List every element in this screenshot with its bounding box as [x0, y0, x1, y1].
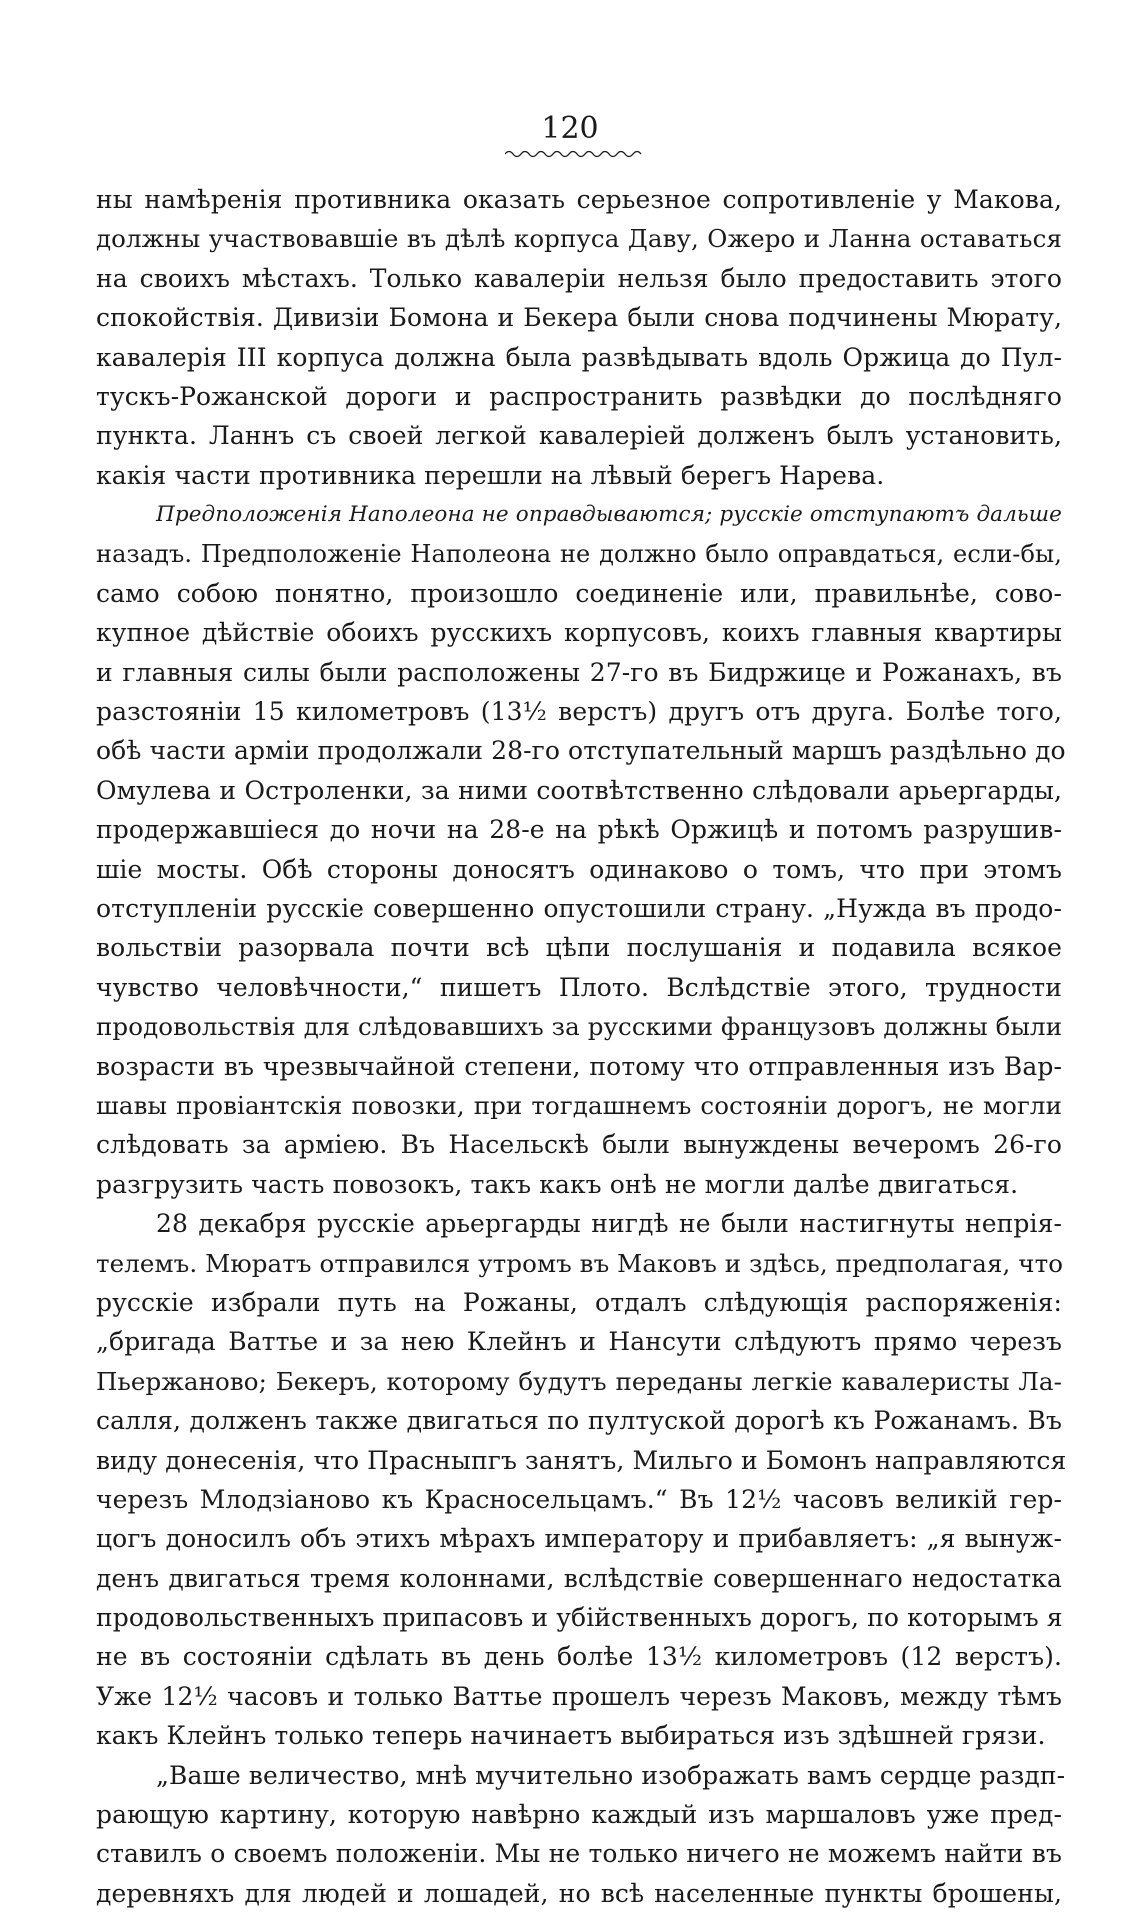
text-line: назадъ. Предположеніе Наполеона не должно было оправдаться, если-бы,: [96, 539, 1062, 568]
section-heading: Предположенія Наполеона не оправдываются; русскіе отступаютъ дальше: [156, 502, 1062, 528]
text-line: купное дѣйствіе обоихъ русскихъ корпусовъ, коихъ главныя квартиры: [96, 618, 1062, 648]
text-line: Пьержаново; Бекеръ, которому будутъ переданы легкіе кавалеристы Ла-: [96, 1366, 1062, 1396]
text-line: цогъ доносилъ объ этихъ мѣрахъ императору и прибавляетъ: „я вынуж-: [96, 1524, 1062, 1554]
text-line: шіе мосты. Обѣ стороны доносятъ одинаково о томъ, что при этомъ: [96, 854, 1062, 884]
text-line: отступленіи русскіе совершенно опустошили страну. „Нужда въ продо-: [96, 894, 1062, 924]
text-line: денъ двигаться тремя колоннами, вслѣдствіе совершеннаго недостатка: [96, 1563, 1062, 1593]
text-line: спокойствія. Дивизіи Бомона и Бекера были снова подчинены Мюрату,: [96, 303, 1062, 333]
text-line: обѣ части арміи продолжали 28-го отступательный маршъ раздѣльно до: [96, 736, 1066, 766]
text-line: телемъ. Мюратъ отправился утромъ въ Маковъ и здѣсь, предполагая, что: [96, 1248, 1064, 1278]
text-line: само собою понятно, произошло соединеніе или, правильнѣе, сово-: [96, 578, 1062, 608]
text-line: разстояніи 15 километровъ (13½ верстъ) другъ отъ друга. Болѣе того,: [96, 697, 1062, 727]
text-line: и главныя силы были расположены 27-го въ Бидржице и Рожанахъ, въ: [96, 657, 1062, 687]
text-line: шавы провіантскія повозки, при тогдашнемъ состояніи дорогъ, не могли: [96, 1090, 1062, 1120]
text-line: русскіе избрали путь на Рожаны, отдалъ слѣдующія распоряженія:: [96, 1287, 1062, 1317]
text-line: пункта. Ланнъ съ своей легкой кавалеріей долженъ былъ установить,: [96, 421, 1062, 451]
text-line: на своихъ мѣстахъ. Только кавалеріи нельзя было предоставить этого: [96, 263, 1062, 293]
decorative-rule: [505, 148, 645, 158]
text-line: какъ Клейнъ только теперь начинаетъ выбираться изъ здѣшней грязи.: [96, 1721, 1046, 1751]
text-line: черезъ Млодзіаново къ Красносельцамъ.“ Въ 12½ часовъ великій гер-: [96, 1484, 1062, 1514]
text-line: чувство человѣчности,“ пишетъ Плото. Вслѣдствіе этого, трудности: [96, 972, 1062, 1002]
text-line: должны участвовавшіе въ дѣлѣ корпуса Даву, Ожеро и Ланна оставаться: [96, 224, 1062, 254]
text-line: продовольствія для слѣдовавшихъ за русскими французовъ должны были: [96, 1012, 1063, 1042]
text-line: какія части противника перешли на лѣвый берегъ Нарева.: [96, 460, 885, 490]
text-line: возрасти въ чрезвычайной степени, потому что отправленныя изъ Вар-: [96, 1051, 1062, 1081]
text-line: 28 декабря русскіе арьергарды нигдѣ не были настигнуты непрія-: [156, 1209, 1062, 1239]
text-line: „Ваше величество, мнѣ мучительно изображать вамъ сердце раздп-: [156, 1760, 1066, 1790]
text-line: деревняхъ для людей и лошадей, но всѣ населенные пункты брошены,: [96, 1878, 1062, 1908]
text-line: Уже 12½ часовъ и только Ваттье прошелъ черезъ Маковъ, между тѣмъ: [96, 1681, 1062, 1711]
text-line: ны намѣренія противника оказать серьезное сопротивленіе у Макова,: [96, 185, 1062, 214]
text-line: не въ состояніи сдѣлать въ день болѣе 13½ километровъ (12 верстъ).: [96, 1642, 1062, 1672]
text-line: разгрузить часть повозокъ, такъ какъ онѣ не могли далѣе двигаться.: [96, 1169, 1019, 1199]
text-line: виду донесенія, что Прасныпгъ занятъ, Мильго и Бомонъ направляются: [96, 1445, 1067, 1475]
text-line: продовольственныхъ припасовъ и убійственныхъ дорогъ, по которымъ я: [96, 1603, 1063, 1633]
text-line: ставилъ о своемъ положеніи. Мы не только ничего не можемъ найти въ: [96, 1839, 1062, 1869]
text-line: тускъ-Рожанской дороги и распространить развѣдки до послѣдняго: [96, 381, 1062, 411]
text-line: слѣдовать за арміею. Въ Насельскѣ были вынуждены вечеромъ 26-го: [96, 1130, 1062, 1160]
text-line: салля, долженъ также двигаться по пултуской дорогѣ къ Рожанамъ. Въ: [96, 1406, 1062, 1436]
text-line: вольствіи разорвала почти всѣ цѣпи послушанія и подавила всякое: [96, 933, 1062, 963]
text-line: продержавшіеся до ночи на 28-е на рѣкѣ Оржицѣ и потомъ разрушив-: [96, 815, 1062, 845]
text-line: Омулева и Остроленки, за ними соотвѣтственно слѣдовали арьергарды,: [96, 775, 1062, 805]
page-number: 120: [541, 111, 599, 146]
body-text: [96, 180, 1067, 1913]
text-line: кавалерія III корпуса должна была развѣдывать вдоль Оржица до Пул-: [96, 342, 1062, 372]
text-line: „бригада Ваттье и за нею Клейнъ и Нансути слѣдуютъ прямо черезъ: [96, 1327, 1062, 1357]
text-line: рающую картину, которую навѣрно каждый изъ маршаловъ уже пред-: [96, 1800, 1062, 1830]
